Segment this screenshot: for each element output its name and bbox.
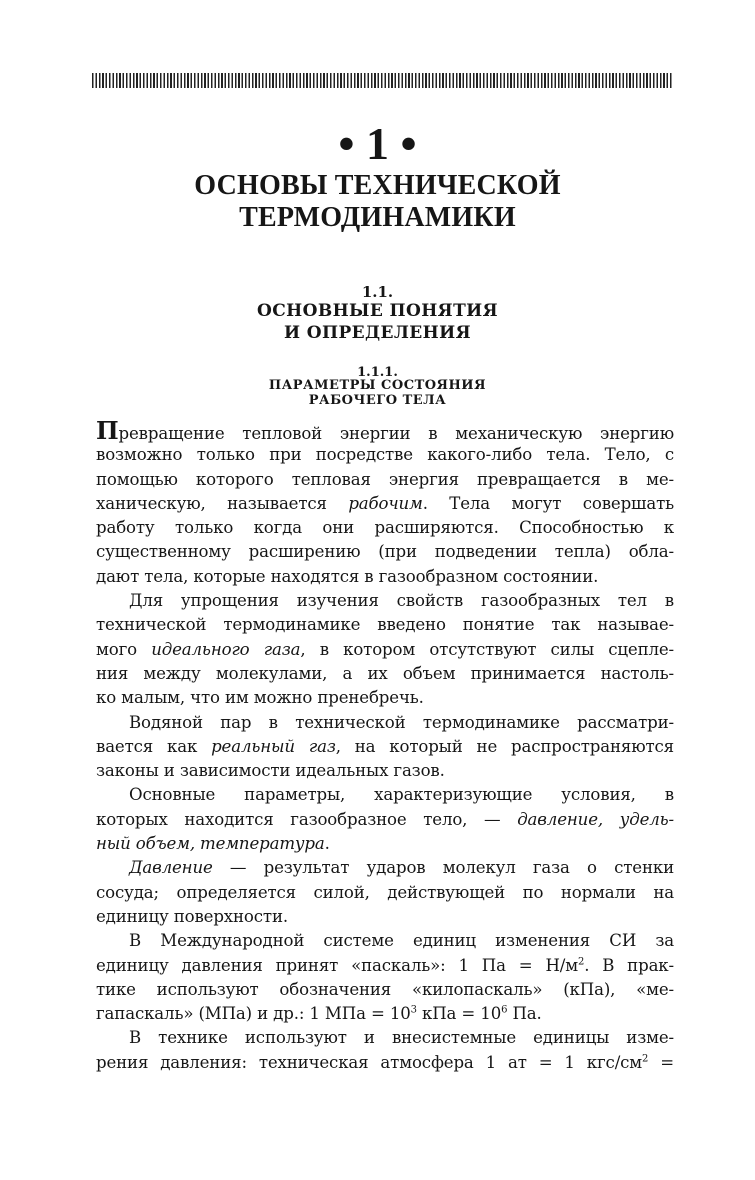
text-span: которых находится газообразное тело, — (96, 809, 518, 829)
text-line (96, 416, 674, 445)
section-title-line-1: ОСНОВНЫЕ ПОНЯТИЯ (257, 301, 498, 321)
section-title-line-2: И ОПРЕДЕЛЕНИЯ (284, 323, 471, 343)
text-span: , в котором отсутствуют силы сцепле- (300, 639, 674, 659)
text-line (96, 1002, 674, 1026)
text-span: = (648, 1052, 674, 1072)
superscript: 6 (501, 1004, 508, 1016)
drop-cap: П (96, 416, 119, 445)
section-title (0, 300, 755, 344)
text-line: существенному расширению (при подведении тепла) обла- (96, 542, 674, 562)
superscript: 2 (642, 1053, 649, 1065)
text-span: — результат ударов молекул газа о стенки (212, 858, 674, 878)
subsection-title-line-2: РАБОЧЕГО ТЕЛА (308, 393, 447, 408)
text-span: Па. (507, 1004, 542, 1024)
italic-term: реальный газ (211, 736, 336, 756)
section-number: 1.1. (361, 283, 394, 301)
text-span: кПа = 10 (416, 1004, 502, 1024)
text-span: ханическую, называется (96, 493, 349, 513)
superscript: 3 (410, 1004, 417, 1016)
text-span: единицу давления принят «паскаль»: 1 Па = Н/м (96, 955, 578, 975)
text-line (96, 1051, 674, 1075)
text-line: тике используют обозначения «килопаскаль» (кПа), «ме- (96, 979, 674, 999)
text-line: В технике используют и внесистемные единицы изме- (129, 1028, 674, 1048)
text-line: дают тела, которые находятся в газообразном состоянии. (96, 566, 599, 586)
italic-term: Давление (129, 858, 213, 878)
text-line: работу только когда они расширяются. Способностью к (96, 518, 674, 538)
text-line (96, 832, 674, 856)
chapter-number: • 1 • (338, 118, 417, 169)
text-line (96, 856, 674, 880)
text-line: сосуда; определяется силой, действующей по нормали на (96, 882, 674, 902)
text-line: В Международной системе единиц изменения СИ за (129, 931, 674, 951)
text-line: Основные параметры, характеризующие условия, в (129, 785, 674, 805)
text-line: ко малым, что им можно пренебречь. (96, 688, 424, 708)
subsection-title (0, 378, 755, 408)
italic-term: давление, удель- (517, 809, 674, 829)
text-line: помощью которого тепловая энергия превращается в ме- (96, 469, 674, 489)
chapter-title-line-1: ОСНОВЫ ТЕХНИЧЕСКОЙ (194, 170, 561, 201)
text-line: Водяной пар в технической термодинамике рассматри- (129, 712, 674, 732)
text-span: . (324, 834, 330, 854)
text-span: вается как (96, 736, 212, 756)
text-line (96, 638, 674, 662)
text-span: . Тела могут совершать (422, 493, 674, 513)
text-span: рения давления: техническая атмосфера 1 ат = 1 кгс/см (96, 1052, 643, 1072)
superscript: 2 (577, 956, 585, 967)
chapter-title-line-2: ТЕРМОДИНАМИКИ (239, 202, 516, 233)
top-decorative-rule (92, 73, 672, 88)
chapter-title (0, 170, 755, 234)
text-span: , на который не распространяются (335, 736, 674, 756)
subsection-number: 1.1.1. (357, 365, 398, 380)
text-line: законы и зависимости идеальных газов. (96, 761, 445, 781)
text-line (96, 492, 674, 516)
text-span: ревращение тепловой энергии в механическую энергию (118, 424, 674, 443)
text-line (96, 954, 674, 978)
text-line: Для упрощения изучения свойств газообразных тел в (129, 591, 674, 611)
text-span: . В прак- (584, 955, 674, 975)
body-text (96, 416, 674, 1075)
italic-term: рабочим (348, 493, 423, 513)
text-line (96, 808, 674, 832)
text-line: возможно только при посредстве какого-либо тела. Тело, с (96, 445, 674, 465)
text-line: ния между молекулами, а их объем принимается настоль- (96, 663, 674, 683)
text-span: гапаскаль» (МПа) и др.: 1 МПа = 10 (96, 1004, 411, 1024)
text-span: мого (96, 639, 152, 659)
text-line (96, 735, 674, 759)
text-line: технической термодинамике введено понятие так называе- (96, 615, 674, 635)
italic-term: ный объем, температура (96, 834, 325, 854)
subsection-title-line-1: ПАРАМЕТРЫ СОСТОЯНИЯ (268, 378, 487, 393)
text-line: единицу поверхности. (96, 906, 288, 926)
italic-term: идеального газа (151, 639, 301, 659)
